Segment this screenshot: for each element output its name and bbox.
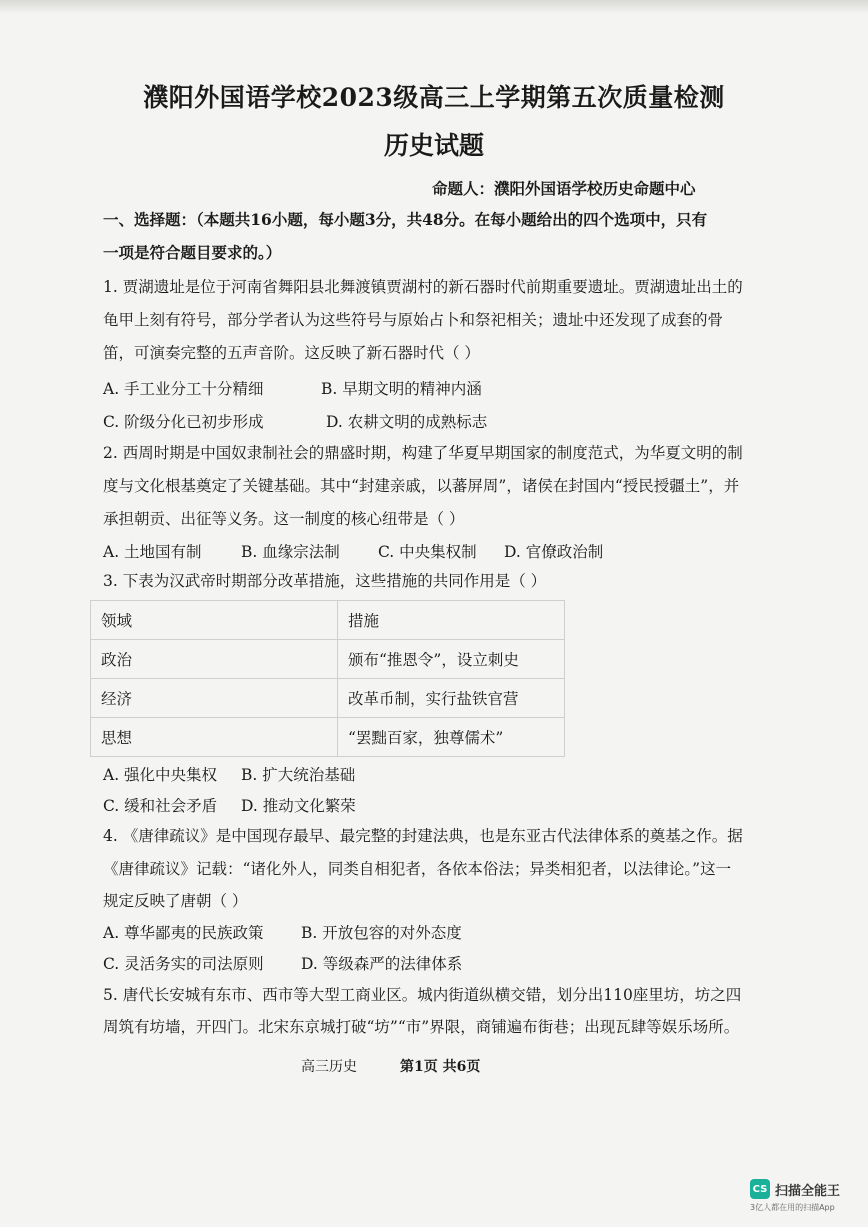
table-cell: 改革币制，实行盐铁官营 [338,679,565,718]
q5-stem-line1: 5. 唐代长安城有东市、西市等大型工商业区。城内街道纵横交错，划分出110座里坊，坊之四 [103,986,742,1004]
scanner-tagline: 3亿人都在用的扫描App [750,1203,835,1212]
q1-stem-line3: 笛，可演奏完整的五声音阶。这反映了新石器时代（ ） [103,344,480,362]
q2-option-c: C. 中央集权制 [378,543,477,561]
scanner-app-name: 扫描全能王 [775,1183,841,1199]
scan-top-edge [0,0,868,14]
q4-stem-line3: 规定反映了唐朝（ ） [103,892,248,910]
q3-option-d: D. 推动文化繁荣 [241,797,356,815]
scanner-watermark [750,1179,840,1199]
q4-option-c: C. 灵活务实的司法原则 [103,955,264,973]
table-cell: “罢黜百家，独尊儒术” [338,718,565,757]
q3-option-c: C. 缓和社会矛盾 [103,797,218,815]
q4-stem-line1: 4. 《唐律疏议》是中国现存最早、最完整的封建法典，也是东亚古代法律体系的奠基之作。据 [103,827,743,845]
q3-option-b: B. 扩大统治基础 [241,766,356,784]
table-header-row [91,601,565,640]
q1-option-c: C. 阶级分化已初步形成 [103,413,264,431]
table-row [91,640,565,679]
q2-stem-line1: 2. 西周时期是中国奴隶制社会的鼎盛时期，构建了华夏早期国家的制度范式，为华夏文明的制 [103,444,743,462]
table-cell: 政治 [91,640,338,679]
table-row [91,679,565,718]
q2-stem-line2: 度与文化根基奠定了关键基础。其中“封建亲戚，以蕃屏周”，诸侯在封国内“授民授疆土”，并 [103,477,740,495]
q3-stem-line1: 3. 下表为汉武帝时期部分改革措施，这些措施的共同作用是（ ） [103,572,547,590]
q1-option-a: A. 手工业分工十分精细 [103,380,264,398]
exam-title: 濮阳外国语学校2023级高三上学期第五次质量检测 [143,83,725,112]
table-header-cell: 措施 [338,601,565,640]
table-cell: 经济 [91,679,338,718]
section-instruction-line2: 一项是符合题目要求的。） [103,243,282,262]
exam-subtitle: 历史试题 [383,131,484,160]
footer-subject: 高三历史 [301,1059,357,1075]
q4-option-d: D. 等级森严的法律体系 [301,955,463,973]
q2-stem-line3: 承担朝贡、出征等义务。这一制度的核心纽带是（ ） [103,510,465,528]
q4-option-a: A. 尊华鄙夷的民族政策 [103,924,264,942]
q4-option-b: B. 开放包容的对外态度 [301,924,462,942]
q4-stem-line2: 《唐律疏议》记载：“诸化外人，同类自相犯者，各依本俗法；异类相犯者，以法律论。”这一 [103,860,732,878]
footer-page-number: 第1页 共6页 [400,1059,481,1075]
table-row [91,718,565,757]
table-header-cell: 领域 [91,601,338,640]
camscanner-logo-icon: CS [750,1179,770,1199]
q1-stem-line1: 1. 贾湖遗址是位于河南省舞阳县北舞渡镇贾湖村的新石器时代前期重要遗址。贾湖遗址出土的 [103,278,743,296]
q2-option-a: A. 土地国有制 [103,543,202,561]
exam-author: 命题人：濮阳外国语学校历史命题中心 [432,179,696,198]
table-cell: 思想 [91,718,338,757]
table-cell: 颁布“推恩令”，设立刺史 [338,640,565,679]
q2-option-b: B. 血缘宗法制 [241,543,340,561]
q1-option-b: B. 早期文明的精神内涵 [321,380,482,398]
q3-option-a: A. 强化中央集权 [103,766,218,784]
q1-option-d: D. 农耕文明的成熟标志 [326,413,488,431]
reform-table [90,600,565,757]
q2-option-d: D. 官僚政治制 [504,543,604,561]
section-instruction-line1: 一、选择题：（本题共16小题，每小题3分，共48分。在每小题给出的四个选项中，只有 [103,210,708,229]
q5-stem-line2: 周筑有坊墙，开四门。北宋东京城打破“坊”“市”界限，商铺遍布街巷；出现瓦肆等娱乐场所。 [103,1018,740,1036]
q1-stem-line2: 龟甲上刻有符号，部分学者认为这些符号与原始占卜和祭祀相关；遗址中还发现了成套的骨 [103,311,724,329]
